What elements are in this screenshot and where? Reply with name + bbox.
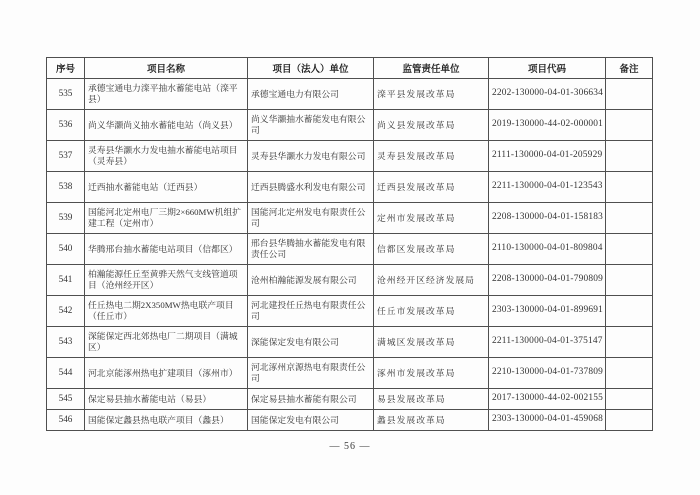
legal-entity-cell: 灵寿县华灏水力发电有限公司 [248,141,374,172]
regulator-cell: 尚义县发展改革局 [374,110,489,141]
column-header: 监管责任单位 [374,58,489,79]
legal-entity-cell: 承德宝通电力有限公司 [248,79,374,110]
legal-entity-cell: 国能保定发电有限公司 [248,410,374,431]
remark-cell [606,141,653,172]
table-row [47,265,653,296]
page-number: — 56 — [329,441,371,452]
remark-cell [606,327,653,358]
project-name-cell: 华腾邢台抽水蓄能电站项目（信都区） [85,234,248,265]
remark-cell [606,234,653,265]
table-row [47,327,653,358]
serial-number-cell: 545 [47,389,85,410]
project-code-cell: 2202-130000-04-01-306634 [489,79,606,110]
regulator-cell: 沧州经开区经济发展局 [374,265,489,296]
serial-number-cell: 539 [47,203,85,234]
project-code-cell: 2303-130000-04-01-899691 [489,296,606,327]
regulator-cell: 迁西县发展改革局 [374,172,489,203]
project-code-cell: 2019-130000-44-02-000001 [489,110,606,141]
table-header-row [47,58,653,79]
regulator-cell: 涿州市发展改革局 [374,358,489,389]
legal-entity-cell: 保定易县抽水蓄能有限公司 [248,389,374,410]
project-name-cell: 河北京能涿州热电扩建项目（涿州市） [85,358,248,389]
regulator-cell: 信都区发展改革局 [374,234,489,265]
project-code-cell: 2211-130000-04-01-375147 [489,327,606,358]
regulator-cell: 灵寿县发展改革局 [374,141,489,172]
project-table [46,57,653,431]
legal-entity-cell: 深能保定发电有限公司 [248,327,374,358]
table-row [47,141,653,172]
table-row [47,79,653,110]
serial-number-cell: 537 [47,141,85,172]
remark-cell [606,172,653,203]
column-header: 项目名称 [85,58,248,79]
remark-cell [606,203,653,234]
serial-number-cell: 544 [47,358,85,389]
project-name-cell: 迁西抽水蓄能电站（迁西县） [85,172,248,203]
remark-cell [606,358,653,389]
table-row [47,110,653,141]
project-code-cell: 2111-130000-04-01-205929 [489,141,606,172]
serial-number-cell: 542 [47,296,85,327]
project-name-cell: 柏瀚能源任丘至黄骅天然气支线管道项目（沧州经开区） [85,265,248,296]
remark-cell [606,265,653,296]
regulator-cell: 定州市发展改革局 [374,203,489,234]
serial-number-cell: 541 [47,265,85,296]
project-code-cell: 2208-130000-04-01-158183 [489,203,606,234]
project-name-cell: 任丘热电二期2X350MW热电联产项目（任丘市） [85,296,248,327]
project-name-cell: 深能保定西北郊热电厂二期项目（满城区） [85,327,248,358]
serial-number-cell: 546 [47,410,85,431]
project-name-cell: 灵寿县华灏水力发电抽水蓄能电站项目（灵寿县） [85,141,248,172]
regulator-cell: 满城区发展改革局 [374,327,489,358]
project-code-cell: 2303-130000-04-01-459068 [489,410,606,431]
remark-cell [606,389,653,410]
table-row [47,410,653,431]
legal-entity-cell: 河北建投任丘热电有限责任公司 [248,296,374,327]
serial-number-cell: 535 [47,79,85,110]
regulator-cell: 蠡县发展改革局 [374,410,489,431]
table-body [47,79,653,431]
regulator-cell: 任丘市发展改革局 [374,296,489,327]
project-code-cell: 2110-130000-04-01-809804 [489,234,606,265]
column-header: 项目（法人）单位 [248,58,374,79]
project-name-cell: 保定易县抽水蓄能电站（易县） [85,389,248,410]
serial-number-cell: 543 [47,327,85,358]
legal-entity-cell: 迁西县腾盛水利发电有限公司 [248,172,374,203]
project-name-cell: 国能河北定州电厂三期2×660MW机组扩建工程（定州市） [85,203,248,234]
project-name-cell: 尚义华灏尚义抽水蓄能电站（尚义县） [85,110,248,141]
table-row [47,358,653,389]
table-row [47,296,653,327]
serial-number-cell: 538 [47,172,85,203]
serial-number-cell: 536 [47,110,85,141]
regulator-cell: 滦平县发展改革局 [374,79,489,110]
legal-entity-cell: 国能河北定州发电有限责任公司 [248,203,374,234]
remark-cell [606,110,653,141]
legal-entity-cell: 沧州柏瀚能源发展有限公司 [248,265,374,296]
column-header: 项目代码 [489,58,606,79]
table-row [47,234,653,265]
project-code-cell: 2210-130000-04-01-737809 [489,358,606,389]
column-header: 备注 [606,58,653,79]
remark-cell [606,296,653,327]
project-code-cell: 2211-130000-04-01-123543 [489,172,606,203]
legal-entity-cell: 邢台县华腾抽水蓄能发电有限责任公司 [248,234,374,265]
remark-cell [606,79,653,110]
project-code-cell: 2017-130000-44-02-002155 [489,389,606,410]
table-row [47,203,653,234]
project-code-cell: 2208-130000-04-01-790809 [489,265,606,296]
project-name-cell: 承德宝通电力滦平抽水蓄能电站（滦平县） [85,79,248,110]
serial-number-cell: 540 [47,234,85,265]
project-name-cell: 国能保定蠡县热电联产项目（蠡县） [85,410,248,431]
table-row [47,389,653,410]
remark-cell [606,410,653,431]
table-row [47,172,653,203]
legal-entity-cell: 河北涿州京源热电有限责任公司 [248,358,374,389]
column-header: 序号 [47,58,85,79]
regulator-cell: 易县发展改革局 [374,389,489,410]
legal-entity-cell: 尚义华灏抽水蓄能发电有限公司 [248,110,374,141]
